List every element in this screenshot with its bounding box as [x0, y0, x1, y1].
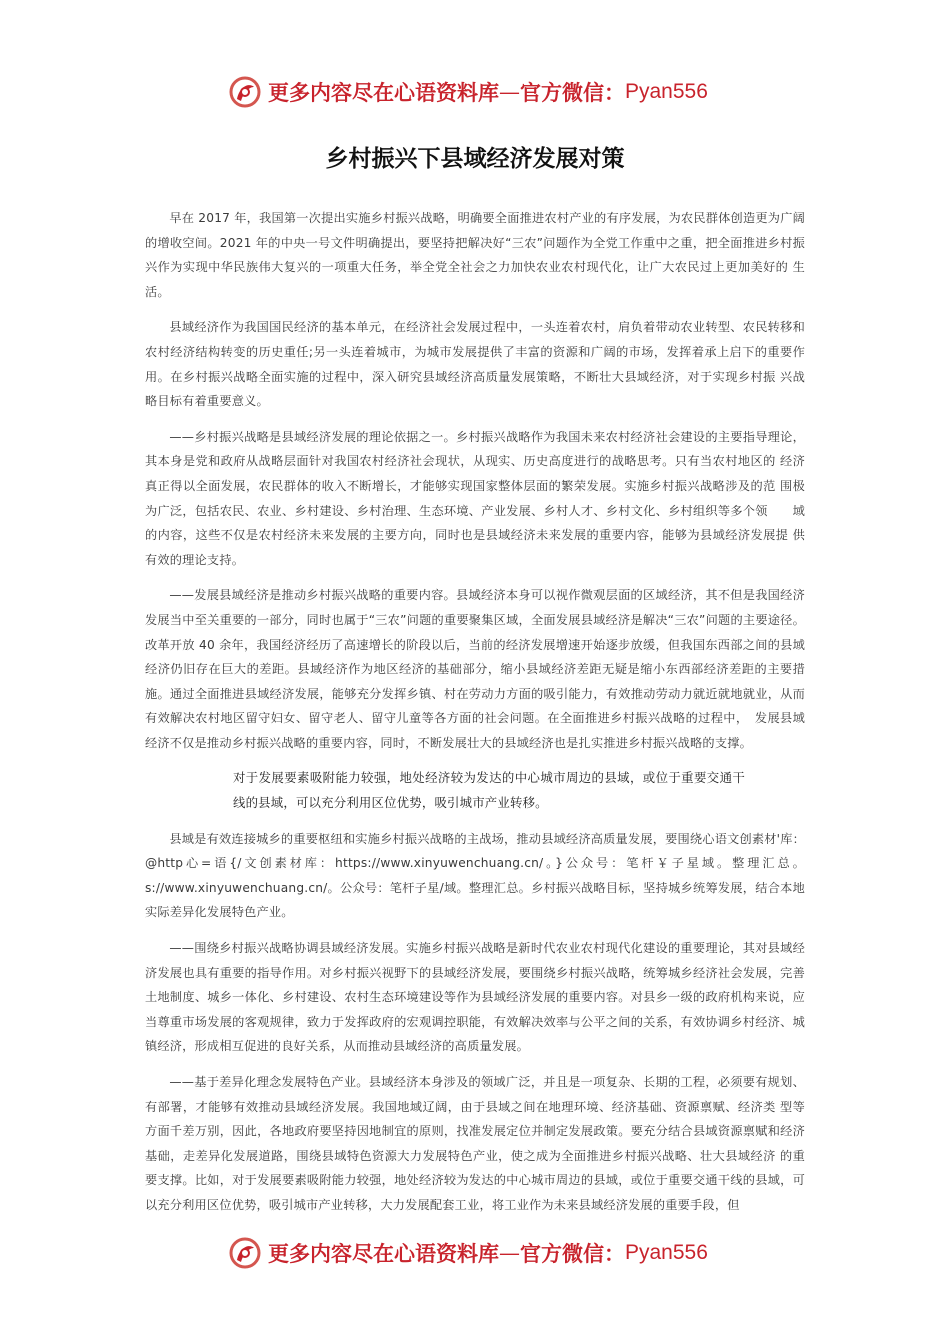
header-banner [0, 72, 950, 112]
document-title: 乡村振兴下县域经济发展对策 [325, 146, 625, 172]
paragraph: 县域经济作为我国国民经济的基本单元，在经济社会发展过程中，一头连着农村，肩负着带动农业转型、农民转移和农村经济结构转变的历史重任;另一头连着城市，为城市发展提供了丰⁠富的资源和广阔的市场，发挥着承上启下的重要作用。在乡村振兴战略全面实施的过程中，深入研究县域经济高质量发展策略，不断壮大县域经济，对于实现乡村振 兴战略目标有着重要意义。 [145, 320, 805, 409]
document-body [145, 206, 805, 1229]
banner-separator: — [499, 1241, 520, 1265]
paragraph: ——乡村振兴战略是县域经济发展的理论依据之一。乡村振兴战略作为我国未来农村经济社会建设的主要指导理论，其本身是党和政府从战略层面针对我国农村经济社会现状，从现实、历史高度进行的战略思考。只有当农村地区的 经济真正得以全面发展，农民群体的收入不断增长，才能够实现国家整体层面的繁荣发展。实施乡村振兴战略涉及的范 围极为广泛，包括农民、农业、乡村建设、乡村治理、生态环境、产业发展、乡村人才、乡村文化、乡村组织等多个领 域的内容，这些不仅是农村经济未来发展的主要方向，同时也是县域经济未来发展的重要内容，能够为县域经济发展提 供有效的理论支持。 [145, 429, 805, 567]
paragraph: 对于发展要素吸附能力较强，地处经济较为发达的中心城市周边的县域，或位于重要交通干线的县域，可以充分利用区位优势，吸引城市产业转移。 [233, 770, 745, 811]
banner-text: 更多内容尽在心语资料库 [268, 80, 499, 105]
logo-icon [228, 1236, 262, 1270]
banner-wechat-label: 官方微信： [520, 1241, 625, 1266]
paragraph: 县域是有效连接城乡的重要枢纽和实施乡村振兴战略的主战场，推动县域经济高质量发展，要围绕心语文创素材'库：@http心=语{/文创素材库：https://www.xinyuwenchuang.cn/。}公众号：笔杆￥子星域。整理汇总。s://www.xinyuwenchuang.cn/。公众号：笔杆子星/域。整理汇总。乡村振兴战略目标，坚持城乡统筹发展，结合本地实际差异化发展特色产业。 [145, 831, 805, 920]
banner-text: 更多内容尽在心语资料库 [268, 1241, 499, 1266]
banner-separator: — [499, 80, 520, 104]
paragraph: ——发展县域经济是推动乡村振兴战略的重要内容。县域经济本身可以视作微观层面的区域经济，其不但是我国经济发展当中至关重要的一部分，同时也属于“三农”问题的重要聚集区域，全面发展县域经济是解决“三农”问题的主要途径。改革开放 40 余年，我国经济经历了高速增长的阶段以后，当前的经济发展增速开始逐步放缓，但我国东西部之间的县域经济仍旧存在巨大的差距。县域经济作为地区经济的基础部分，缩小县域经济差距无疑是缩小东西部经济差距的主要措施。通过全面推进县域经济发展，能够充分发挥乡镇、村在劳动力方面的吸引能力，有效推动劳动力就近就地就业，从而有效解决农村地区留守妇女、留守老人、留守儿童等各方面的社会问题。在全面推进乡村振兴战略的过程中， 发展县域经济不仅是推动乡村振兴战略的重要内容，同时，不断发展壮大的县域经济也是扎实推进乡村振兴战略的支撑。 [145, 588, 805, 750]
logo-icon [228, 75, 262, 109]
paragraph: 早在 2017 年，我国第一次提出实施乡村振兴战略，明确要全面推进农村产业的有序发展，为农民群体创造更为广阔的增收空间。2021 年的中央一号文件明确提出，要坚持把解决好“三农”问题作为全党工作重中之重，把全面推进乡村振兴作为实现中华民族伟大复兴的一项重大任务，举全党全社会之力加快农业农村现代化，让广大农民过上更加美好的 生活。 [145, 211, 805, 299]
banner-wechat-id: Pyan556 [625, 80, 708, 103]
banner-wechat-id: Pyan556 [625, 1241, 708, 1264]
banner-wechat-label: 官方微信： [520, 80, 625, 105]
footer-banner [0, 1233, 950, 1273]
paragraph: ——基于差异化理念发展特色产业。县域经济本身涉及的领域广泛，并且是一项复杂、长期的工程，必须要有规划、有部署，才能够有效推动县域经济发展。我国地域辽阔，由于县域之间在地理环境、经济基础、资源禀赋、经济类 型等方面千差万别，因此，各地政府要坚持因地制宜的原则，找准发展定位并制定发展政策。要充分结合县域资源禀赋和经济基础，走差异化发展道路，围绕县域特色资源大力发展特色产业，使之成为全面推进乡村振兴战略、壮大县域经济 的重要支撑。比如，对于发展要素吸附能力较强，地处经济较为发达的中心城市周边的县域，或位于重要交通干线的县域，可以充分利用区位优势，吸引城市产业转移，大力发展配套工业，将工业作为未来县域经济发展的重要手段，但 [145, 1075, 805, 1212]
paragraph: ——围绕乡村振兴战略协调县域经济发展。实施乡村振兴战略是新时代农业农村现代化建设的重要理论，其对县域经济发展也具有重要的指导作用。对乡村振兴视野下的县域经济发展，要围绕乡村振兴战略，统筹城乡经济社会发展，完善土地制度、城乡一体化、乡村建设、农村生态环境建设等作为县域经济发展的重要内容。对县乡一级的政府机构来说，应当尊重市场发展的客观规律，致力于发挥政府的宏观调控职能，有效解决效率与公平之间的关系，有效协调乡村经济、城镇经济，形成相互促进的良好关系，从而推动县域经济的高质量发展。 [145, 941, 805, 1054]
